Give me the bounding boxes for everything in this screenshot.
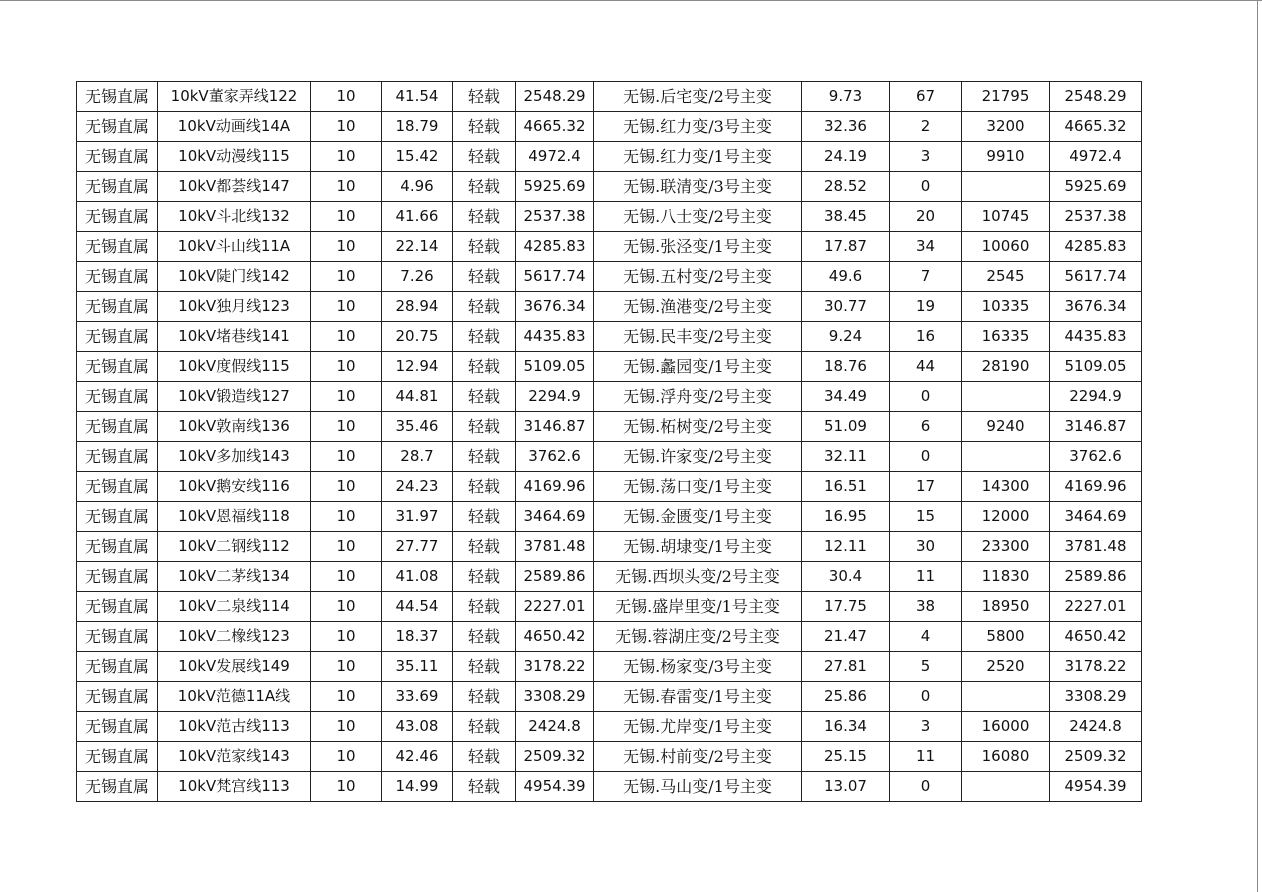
installed-capacity-cell: 21795 <box>962 82 1050 112</box>
load-rate-cell: 24.23 <box>382 472 453 502</box>
capacity-cell: 5109.05 <box>516 352 594 382</box>
count-cell: 15 <box>890 502 962 532</box>
feeder-name-cell: 10kV动画线14A <box>158 112 311 142</box>
unit-cell: 无锡直属 <box>77 352 158 382</box>
margin-cell: 5109.05 <box>1050 352 1142 382</box>
count-cell: 20 <box>890 202 962 232</box>
voltage-cell: 10 <box>311 622 382 652</box>
load-rate-cell: 35.11 <box>382 652 453 682</box>
count-cell: 11 <box>890 562 962 592</box>
transformer-load-cell: 13.07 <box>802 772 890 802</box>
table-row <box>77 442 1142 472</box>
installed-capacity-cell: 11830 <box>962 562 1050 592</box>
count-cell: 3 <box>890 142 962 172</box>
substation-transformer-cell: 无锡.盛岸里变/1号主变 <box>594 592 802 622</box>
capacity-cell: 3146.87 <box>516 412 594 442</box>
load-status-cell: 轻载 <box>453 202 516 232</box>
load-rate-cell: 28.7 <box>382 442 453 472</box>
installed-capacity-cell <box>962 682 1050 712</box>
load-status-cell: 轻载 <box>453 502 516 532</box>
voltage-cell: 10 <box>311 742 382 772</box>
unit-cell: 无锡直属 <box>77 292 158 322</box>
margin-cell: 3464.69 <box>1050 502 1142 532</box>
load-status-cell: 轻载 <box>453 442 516 472</box>
transformer-load-cell: 17.87 <box>802 232 890 262</box>
margin-cell: 3178.22 <box>1050 652 1142 682</box>
installed-capacity-cell: 16000 <box>962 712 1050 742</box>
load-status-cell: 轻载 <box>453 592 516 622</box>
load-status-cell: 轻载 <box>453 562 516 592</box>
load-rate-cell: 43.08 <box>382 712 453 742</box>
feeder-name-cell: 10kV董家弄线122 <box>158 82 311 112</box>
installed-capacity-cell: 23300 <box>962 532 1050 562</box>
count-cell: 67 <box>890 82 962 112</box>
transformer-load-cell: 34.49 <box>802 382 890 412</box>
capacity-cell: 5617.74 <box>516 262 594 292</box>
feeder-name-cell: 10kV锻造线127 <box>158 382 311 412</box>
unit-cell: 无锡直属 <box>77 772 158 802</box>
capacity-cell: 3308.29 <box>516 682 594 712</box>
substation-transformer-cell: 无锡.胡埭变/1号主变 <box>594 532 802 562</box>
feeder-name-cell: 10kV二茅线134 <box>158 562 311 592</box>
margin-cell: 2589.86 <box>1050 562 1142 592</box>
margin-cell: 5925.69 <box>1050 172 1142 202</box>
load-status-cell: 轻载 <box>453 262 516 292</box>
feeder-name-cell: 10kV斗山线11A <box>158 232 311 262</box>
transformer-load-cell: 51.09 <box>802 412 890 442</box>
feeder-name-cell: 10kV发展线149 <box>158 652 311 682</box>
capacity-cell: 2424.8 <box>516 712 594 742</box>
count-cell: 2 <box>890 112 962 142</box>
installed-capacity-cell: 18950 <box>962 592 1050 622</box>
load-rate-cell: 41.08 <box>382 562 453 592</box>
unit-cell: 无锡直属 <box>77 472 158 502</box>
load-rate-cell: 15.42 <box>382 142 453 172</box>
count-cell: 17 <box>890 472 962 502</box>
feeder-name-cell: 10kV度假线115 <box>158 352 311 382</box>
installed-capacity-cell <box>962 172 1050 202</box>
margin-cell: 4285.83 <box>1050 232 1142 262</box>
installed-capacity-cell: 28190 <box>962 352 1050 382</box>
count-cell: 6 <box>890 412 962 442</box>
substation-transformer-cell: 无锡.五村变/2号主变 <box>594 262 802 292</box>
unit-cell: 无锡直属 <box>77 412 158 442</box>
transformer-load-cell: 25.86 <box>802 682 890 712</box>
count-cell: 19 <box>890 292 962 322</box>
count-cell: 5 <box>890 652 962 682</box>
installed-capacity-cell: 10745 <box>962 202 1050 232</box>
voltage-cell: 10 <box>311 712 382 742</box>
installed-capacity-cell: 2545 <box>962 262 1050 292</box>
table-row <box>77 172 1142 202</box>
feeder-name-cell: 10kV敦南线136 <box>158 412 311 442</box>
table-row <box>77 142 1142 172</box>
transformer-load-cell: 28.52 <box>802 172 890 202</box>
capacity-cell: 3676.34 <box>516 292 594 322</box>
transformer-load-cell: 38.45 <box>802 202 890 232</box>
feeder-name-cell: 10kV斗北线132 <box>158 202 311 232</box>
margin-cell: 2227.01 <box>1050 592 1142 622</box>
load-status-cell: 轻载 <box>453 232 516 262</box>
feeder-name-cell: 10kV范家线143 <box>158 742 311 772</box>
count-cell: 4 <box>890 622 962 652</box>
voltage-cell: 10 <box>311 532 382 562</box>
capacity-cell: 2589.86 <box>516 562 594 592</box>
load-rate-cell: 41.66 <box>382 202 453 232</box>
voltage-cell: 10 <box>311 142 382 172</box>
table-row <box>77 292 1142 322</box>
substation-transformer-cell: 无锡.许家变/2号主变 <box>594 442 802 472</box>
feeder-name-cell: 10kV恩福线118 <box>158 502 311 532</box>
load-status-cell: 轻载 <box>453 172 516 202</box>
load-rate-cell: 35.46 <box>382 412 453 442</box>
transformer-load-cell: 27.81 <box>802 652 890 682</box>
feeder-name-cell: 10kV二橡线123 <box>158 622 311 652</box>
voltage-cell: 10 <box>311 562 382 592</box>
voltage-cell: 10 <box>311 202 382 232</box>
unit-cell: 无锡直属 <box>77 322 158 352</box>
installed-capacity-cell: 9910 <box>962 142 1050 172</box>
load-rate-cell: 44.54 <box>382 592 453 622</box>
table-row <box>77 682 1142 712</box>
capacity-cell: 3762.6 <box>516 442 594 472</box>
feeder-name-cell: 10kV堵巷线141 <box>158 322 311 352</box>
installed-capacity-cell: 10335 <box>962 292 1050 322</box>
unit-cell: 无锡直属 <box>77 682 158 712</box>
page-top-border <box>0 0 1262 1</box>
load-status-cell: 轻载 <box>453 82 516 112</box>
substation-transformer-cell: 无锡.浮舟变/2号主变 <box>594 382 802 412</box>
feeder-name-cell: 10kV独月线123 <box>158 292 311 322</box>
voltage-cell: 10 <box>311 472 382 502</box>
capacity-cell: 5925.69 <box>516 172 594 202</box>
margin-cell: 3676.34 <box>1050 292 1142 322</box>
capacity-cell: 4972.4 <box>516 142 594 172</box>
transformer-load-cell: 25.15 <box>802 742 890 772</box>
capacity-cell: 2548.29 <box>516 82 594 112</box>
installed-capacity-cell: 5800 <box>962 622 1050 652</box>
table-row <box>77 352 1142 382</box>
substation-transformer-cell: 无锡.马山变/1号主变 <box>594 772 802 802</box>
count-cell: 0 <box>890 442 962 472</box>
substation-transformer-cell: 无锡.杨家变/3号主变 <box>594 652 802 682</box>
voltage-cell: 10 <box>311 232 382 262</box>
capacity-cell: 4169.96 <box>516 472 594 502</box>
count-cell: 0 <box>890 172 962 202</box>
transformer-load-cell: 32.36 <box>802 112 890 142</box>
margin-cell: 5617.74 <box>1050 262 1142 292</box>
voltage-cell: 10 <box>311 292 382 322</box>
count-cell: 7 <box>890 262 962 292</box>
installed-capacity-cell <box>962 772 1050 802</box>
transformer-load-cell: 12.11 <box>802 532 890 562</box>
substation-transformer-cell: 无锡.蠡园变/1号主变 <box>594 352 802 382</box>
load-rate-cell: 31.97 <box>382 502 453 532</box>
installed-capacity-cell: 9240 <box>962 412 1050 442</box>
load-rate-cell: 20.75 <box>382 322 453 352</box>
transformer-load-cell: 30.4 <box>802 562 890 592</box>
voltage-cell: 10 <box>311 682 382 712</box>
load-rate-cell: 44.81 <box>382 382 453 412</box>
transformer-load-cell: 32.11 <box>802 442 890 472</box>
table-row <box>77 772 1142 802</box>
installed-capacity-cell <box>962 382 1050 412</box>
table-row <box>77 112 1142 142</box>
table-row <box>77 592 1142 622</box>
load-rate-cell: 33.69 <box>382 682 453 712</box>
capacity-cell: 4665.32 <box>516 112 594 142</box>
table-row <box>77 262 1142 292</box>
installed-capacity-cell: 12000 <box>962 502 1050 532</box>
load-status-cell: 轻载 <box>453 472 516 502</box>
transformer-load-cell: 17.75 <box>802 592 890 622</box>
unit-cell: 无锡直属 <box>77 532 158 562</box>
voltage-cell: 10 <box>311 442 382 472</box>
load-status-cell: 轻载 <box>453 382 516 412</box>
installed-capacity-cell: 10060 <box>962 232 1050 262</box>
transformer-load-cell: 21.47 <box>802 622 890 652</box>
count-cell: 34 <box>890 232 962 262</box>
unit-cell: 无锡直属 <box>77 502 158 532</box>
unit-cell: 无锡直属 <box>77 112 158 142</box>
installed-capacity-cell: 3200 <box>962 112 1050 142</box>
substation-transformer-cell: 无锡.金匮变/1号主变 <box>594 502 802 532</box>
feeder-name-cell: 10kV范德11A线 <box>158 682 311 712</box>
table-row <box>77 322 1142 352</box>
transformer-load-cell: 16.34 <box>802 712 890 742</box>
margin-cell: 3146.87 <box>1050 412 1142 442</box>
load-rate-cell: 18.37 <box>382 622 453 652</box>
margin-cell: 3308.29 <box>1050 682 1142 712</box>
substation-transformer-cell: 无锡.渔港变/2号主变 <box>594 292 802 322</box>
feeder-name-cell: 10kV鹅安线116 <box>158 472 311 502</box>
margin-cell: 4650.42 <box>1050 622 1142 652</box>
load-rate-cell: 42.46 <box>382 742 453 772</box>
voltage-cell: 10 <box>311 382 382 412</box>
unit-cell: 无锡直属 <box>77 712 158 742</box>
transformer-load-cell: 16.51 <box>802 472 890 502</box>
transformer-load-cell: 30.77 <box>802 292 890 322</box>
transformer-load-cell: 9.73 <box>802 82 890 112</box>
load-rate-cell: 14.99 <box>382 772 453 802</box>
capacity-cell: 3178.22 <box>516 652 594 682</box>
capacity-cell: 4954.39 <box>516 772 594 802</box>
substation-transformer-cell: 无锡.西坝头变/2号主变 <box>594 562 802 592</box>
unit-cell: 无锡直属 <box>77 622 158 652</box>
capacity-cell: 3781.48 <box>516 532 594 562</box>
voltage-cell: 10 <box>311 352 382 382</box>
unit-cell: 无锡直属 <box>77 442 158 472</box>
capacity-cell: 2537.38 <box>516 202 594 232</box>
table-row <box>77 232 1142 262</box>
load-rate-cell: 12.94 <box>382 352 453 382</box>
substation-transformer-cell: 无锡.联清变/3号主变 <box>594 172 802 202</box>
voltage-cell: 10 <box>311 592 382 622</box>
unit-cell: 无锡直属 <box>77 202 158 232</box>
feeder-name-cell: 10kV都荟线147 <box>158 172 311 202</box>
substation-transformer-cell: 无锡.柘树变/2号主变 <box>594 412 802 442</box>
feeder-name-cell: 10kV多加线143 <box>158 442 311 472</box>
voltage-cell: 10 <box>311 502 382 532</box>
margin-cell: 4665.32 <box>1050 112 1142 142</box>
unit-cell: 无锡直属 <box>77 742 158 772</box>
table-row <box>77 472 1142 502</box>
transformer-load-cell: 49.6 <box>802 262 890 292</box>
capacity-cell: 2509.32 <box>516 742 594 772</box>
unit-cell: 无锡直属 <box>77 142 158 172</box>
voltage-cell: 10 <box>311 412 382 442</box>
unit-cell: 无锡直属 <box>77 82 158 112</box>
load-status-cell: 轻载 <box>453 112 516 142</box>
transformer-load-cell: 24.19 <box>802 142 890 172</box>
installed-capacity-cell: 16080 <box>962 742 1050 772</box>
feeder-name-cell: 10kV二泉线114 <box>158 592 311 622</box>
load-status-cell: 轻载 <box>453 532 516 562</box>
table-row <box>77 502 1142 532</box>
table-row <box>77 652 1142 682</box>
load-status-cell: 轻载 <box>453 712 516 742</box>
installed-capacity-cell <box>962 442 1050 472</box>
installed-capacity-cell: 14300 <box>962 472 1050 502</box>
feeder-name-cell: 10kV陡门线142 <box>158 262 311 292</box>
feeder-name-cell: 10kV动漫线115 <box>158 142 311 172</box>
load-rate-cell: 4.96 <box>382 172 453 202</box>
margin-cell: 3781.48 <box>1050 532 1142 562</box>
load-rate-cell: 18.79 <box>382 112 453 142</box>
load-status-cell: 轻载 <box>453 352 516 382</box>
capacity-cell: 2294.9 <box>516 382 594 412</box>
substation-transformer-cell: 无锡.荡口变/1号主变 <box>594 472 802 502</box>
load-status-cell: 轻载 <box>453 412 516 442</box>
margin-cell: 2537.38 <box>1050 202 1142 232</box>
voltage-cell: 10 <box>311 772 382 802</box>
substation-transformer-cell: 无锡.红力变/1号主变 <box>594 142 802 172</box>
unit-cell: 无锡直属 <box>77 172 158 202</box>
substation-transformer-cell: 无锡.红力变/3号主变 <box>594 112 802 142</box>
page-right-border <box>1257 0 1258 892</box>
load-status-cell: 轻载 <box>453 142 516 172</box>
feeder-load-table <box>76 81 1142 802</box>
margin-cell: 4972.4 <box>1050 142 1142 172</box>
unit-cell: 无锡直属 <box>77 262 158 292</box>
table-row <box>77 562 1142 592</box>
table-body <box>77 82 1142 802</box>
load-rate-cell: 7.26 <box>382 262 453 292</box>
unit-cell: 无锡直属 <box>77 232 158 262</box>
table-row <box>77 412 1142 442</box>
load-status-cell: 轻载 <box>453 772 516 802</box>
table-row <box>77 742 1142 772</box>
margin-cell: 2509.32 <box>1050 742 1142 772</box>
voltage-cell: 10 <box>311 112 382 142</box>
voltage-cell: 10 <box>311 652 382 682</box>
unit-cell: 无锡直属 <box>77 592 158 622</box>
margin-cell: 4954.39 <box>1050 772 1142 802</box>
count-cell: 16 <box>890 322 962 352</box>
margin-cell: 2294.9 <box>1050 382 1142 412</box>
table-row <box>77 712 1142 742</box>
substation-transformer-cell: 无锡.春雷变/1号主变 <box>594 682 802 712</box>
count-cell: 0 <box>890 772 962 802</box>
feeder-name-cell: 10kV二钢线112 <box>158 532 311 562</box>
voltage-cell: 10 <box>311 172 382 202</box>
substation-transformer-cell: 无锡.民丰变/2号主变 <box>594 322 802 352</box>
load-status-cell: 轻载 <box>453 742 516 772</box>
table-row <box>77 382 1142 412</box>
table-row <box>77 622 1142 652</box>
transformer-load-cell: 9.24 <box>802 322 890 352</box>
unit-cell: 无锡直属 <box>77 382 158 412</box>
count-cell: 11 <box>890 742 962 772</box>
count-cell: 44 <box>890 352 962 382</box>
feeder-name-cell: 10kV梵宫线113 <box>158 772 311 802</box>
count-cell: 38 <box>890 592 962 622</box>
substation-transformer-cell: 无锡.尤岸变/1号主变 <box>594 712 802 742</box>
load-status-cell: 轻载 <box>453 622 516 652</box>
installed-capacity-cell: 2520 <box>962 652 1050 682</box>
count-cell: 30 <box>890 532 962 562</box>
margin-cell: 4169.96 <box>1050 472 1142 502</box>
capacity-cell: 4285.83 <box>516 232 594 262</box>
voltage-cell: 10 <box>311 82 382 112</box>
margin-cell: 3762.6 <box>1050 442 1142 472</box>
count-cell: 3 <box>890 712 962 742</box>
voltage-cell: 10 <box>311 262 382 292</box>
capacity-cell: 4650.42 <box>516 622 594 652</box>
load-rate-cell: 41.54 <box>382 82 453 112</box>
feeder-name-cell: 10kV范古线113 <box>158 712 311 742</box>
substation-transformer-cell: 无锡.村前变/2号主变 <box>594 742 802 772</box>
transformer-load-cell: 16.95 <box>802 502 890 532</box>
voltage-cell: 10 <box>311 322 382 352</box>
margin-cell: 2424.8 <box>1050 712 1142 742</box>
capacity-cell: 3464.69 <box>516 502 594 532</box>
load-rate-cell: 27.77 <box>382 532 453 562</box>
load-status-cell: 轻载 <box>453 652 516 682</box>
table-row <box>77 202 1142 232</box>
unit-cell: 无锡直属 <box>77 652 158 682</box>
capacity-cell: 2227.01 <box>516 592 594 622</box>
load-rate-cell: 28.94 <box>382 292 453 322</box>
table-row <box>77 82 1142 112</box>
margin-cell: 2548.29 <box>1050 82 1142 112</box>
substation-transformer-cell: 无锡.蓉湖庄变/2号主变 <box>594 622 802 652</box>
table-row <box>77 532 1142 562</box>
margin-cell: 4435.83 <box>1050 322 1142 352</box>
load-rate-cell: 22.14 <box>382 232 453 262</box>
installed-capacity-cell: 16335 <box>962 322 1050 352</box>
transformer-load-cell: 18.76 <box>802 352 890 382</box>
substation-transformer-cell: 无锡.后宅变/2号主变 <box>594 82 802 112</box>
unit-cell: 无锡直属 <box>77 562 158 592</box>
substation-transformer-cell: 无锡.八士变/2号主变 <box>594 202 802 232</box>
substation-transformer-cell: 无锡.张泾变/1号主变 <box>594 232 802 262</box>
load-status-cell: 轻载 <box>453 322 516 352</box>
count-cell: 0 <box>890 682 962 712</box>
load-status-cell: 轻载 <box>453 682 516 712</box>
capacity-cell: 4435.83 <box>516 322 594 352</box>
count-cell: 0 <box>890 382 962 412</box>
load-status-cell: 轻载 <box>453 292 516 322</box>
